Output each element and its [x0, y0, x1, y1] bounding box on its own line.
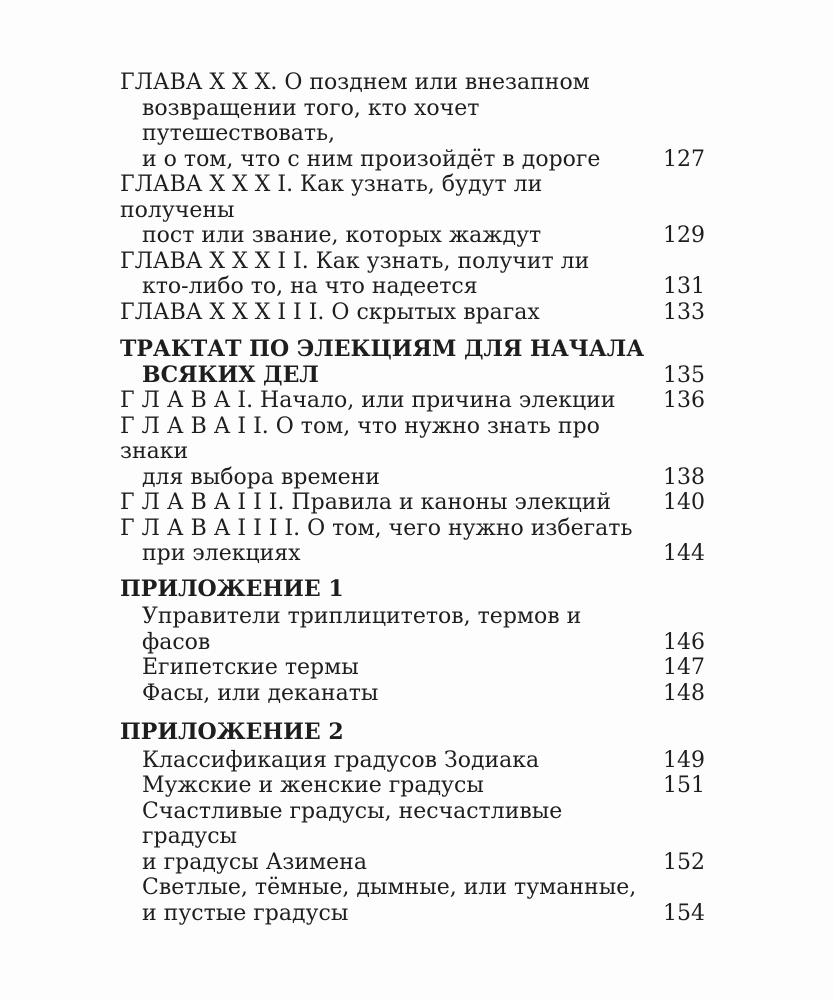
page-number: 131: [663, 274, 705, 299]
entry-title-line: ГЛАВА X X X I. Как узнать, будут ли получены: [120, 172, 543, 223]
toc-entry-appendix-1-item[interactable]: [120, 681, 705, 707]
entry-title-line: кто-либо то, на что надеется: [142, 274, 478, 299]
toc-entry-appendix-1-item[interactable]: [120, 604, 705, 655]
page-number: 148: [663, 680, 705, 706]
page-number: 133: [663, 299, 705, 325]
toc-entry-chapter-1[interactable]: [120, 388, 705, 414]
page-number: 152: [663, 849, 705, 875]
toc-entry-treatise[interactable]: [120, 337, 705, 388]
entry-title-line: ГЛАВА X X X. О позднем или внезапном: [120, 70, 590, 95]
section-title-line: ВСЯКИХ ДЕЛ: [142, 361, 319, 388]
entry-title-line: Г Л А В А I I. О том, что нужно знать про знаки: [120, 413, 600, 464]
entry-title-line: и градусы Азимена: [142, 849, 367, 875]
entry-title-line: Управители триплицитетов, термов и фасов: [142, 604, 582, 655]
page-number: 147: [663, 655, 705, 680]
entry-title-line: пост или звание, которых жаждут: [142, 223, 542, 248]
page-number: 149: [663, 747, 705, 773]
entry-title-line: ГЛАВА X X X I I. Как узнать, получит ли: [120, 248, 590, 274]
section-title-line: ТРАКТАТ ПО ЭЛЕКЦИЯМ ДЛЯ НАЧАЛА: [120, 336, 645, 362]
entry-title-line: ГЛАВА X X X I I I. О скрытых врагах: [120, 299, 540, 325]
toc-entry-chapter-3[interactable]: [120, 490, 705, 516]
toc-entry-chapter-33[interactable]: [120, 300, 705, 326]
entry-title-line: Светлые, тёмные, дымные, или туманные,: [142, 875, 637, 900]
toc-entry-appendix-2-item[interactable]: [120, 773, 705, 799]
page-number: 151: [663, 773, 705, 798]
entry-title-line: Г Л А В А I I I. Правила и каноны элекций: [120, 490, 612, 515]
entry-title-line: Г Л А В А I. Начало, или причина элекции: [120, 388, 616, 413]
toc-entry-chapter-4[interactable]: [120, 516, 705, 567]
page-number: 146: [663, 629, 705, 655]
entry-title-line: для выбора времени: [142, 464, 380, 490]
page-number: 136: [663, 388, 705, 413]
page-number: 154: [663, 900, 705, 926]
toc-entry-chapter-32[interactable]: [120, 249, 705, 300]
entry-title-line: Классификация градусов Зодиака: [142, 747, 540, 773]
entry-title-line: Египетские термы: [142, 655, 359, 680]
entry-title-line: возвращении того, кто хочет путешествовать,: [142, 95, 480, 146]
page-number: 127: [663, 146, 705, 172]
page-number: 135: [663, 362, 705, 388]
toc-entry-chapter-30[interactable]: [120, 70, 705, 172]
entry-title-line: Г Л А В А I I I I. О том, чего нужно избегать: [120, 515, 633, 541]
page-number: 140: [663, 490, 705, 515]
toc-entry-appendix-2-item[interactable]: [120, 875, 705, 926]
entry-title-line: и о том, что с ним произойдёт в дороге: [142, 146, 601, 172]
page-number: 129: [663, 223, 705, 248]
appendix-1-title[interactable]: ПРИЛОЖЕНИЕ 1: [120, 575, 344, 602]
entry-title-line: Мужские и женские градусы: [142, 773, 484, 798]
toc-entry-appendix-1-item[interactable]: [120, 655, 705, 681]
table-of-contents: [120, 70, 705, 926]
entry-title-line: и пустые градусы: [142, 900, 349, 926]
entry-title-line: Счастливые градусы, несчастливые градусы: [142, 798, 563, 849]
page-number: 144: [663, 541, 705, 566]
entry-title-line: при элекциях: [142, 541, 301, 566]
toc-entry-appendix-2-item[interactable]: [120, 748, 705, 774]
entry-title-line: Фасы, или деканаты: [142, 680, 379, 706]
toc-entry-appendix-2-item[interactable]: [120, 799, 705, 876]
toc-entry-chapter-2[interactable]: [120, 414, 705, 491]
toc-entry-chapter-31[interactable]: [120, 172, 705, 249]
page-number: 138: [663, 464, 705, 490]
appendix-2-title[interactable]: ПРИЛОЖЕНИЕ 2: [120, 719, 344, 745]
